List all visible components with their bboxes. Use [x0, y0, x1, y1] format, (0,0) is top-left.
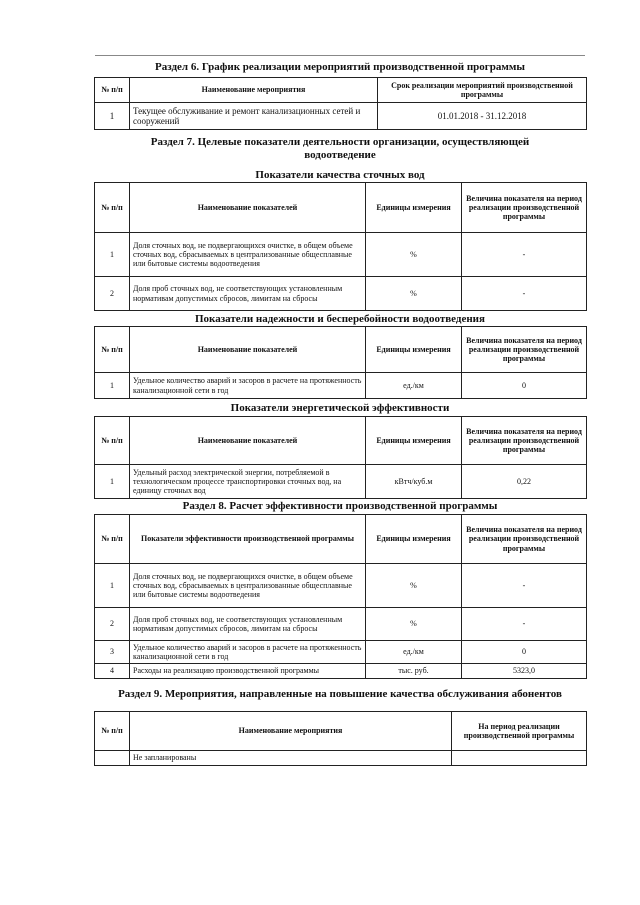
table-header-row: [95, 417, 587, 465]
table-row: [95, 233, 587, 277]
indicator-name: Удельный расход электрической энергии, потребляемой в технологическом процессе транспортировки сточных вод, на единицу сточных вод: [130, 465, 366, 499]
header-cell: Величина показателя на период реализации производственной программы: [462, 417, 587, 465]
schedule-table: [94, 77, 587, 130]
unit: тыс. руб.: [366, 664, 462, 679]
indicator-name: Удельное количество аварий и засоров в расчете на протяженность канализационной сети в год: [130, 373, 366, 399]
unit: ед./км: [366, 641, 462, 664]
row-number: 1: [95, 233, 130, 277]
unit: %: [366, 277, 462, 311]
table-row: [95, 564, 587, 608]
indicator-name: Доля проб сточных вод, не соответствующих установленным нормативам допустимых сбросов, лимитам на сбросы: [130, 608, 366, 641]
period: 01.01.2018 - 31.12.2018: [378, 103, 587, 130]
activity-name: Текущее обслуживание и ремонт канализационных сетей и сооружений: [130, 103, 378, 130]
reliability-indicators-table: [94, 326, 587, 399]
header-cell: Единицы измерения: [366, 515, 462, 564]
table-header-row: [95, 712, 587, 751]
header-cell: № п/п: [95, 417, 130, 465]
efficiency-table: [94, 514, 587, 679]
value: -: [462, 608, 587, 641]
indicator-name: Доля сточных вод, не подвергающихся очистке, в общем объеме сточных вод, сбрасываемых в централизованные общесплавные или бытовые системы водоотведения: [130, 564, 366, 608]
header-cell: Наименование показателей: [130, 327, 366, 373]
row-number: 1: [95, 103, 130, 130]
reliability-title: Показатели надежности и бесперебойности водоотведения: [195, 313, 485, 325]
header-cell: На период реализации производственной программы: [452, 712, 587, 751]
section-9-title: Раздел 9. Мероприятия, направленные на повышение качества обслуживания абонентов: [118, 688, 562, 700]
header-cell: Величина показателя на период реализации производственной программы: [462, 183, 587, 233]
header-cell: Единицы измерения: [366, 417, 462, 465]
header-cell: Величина показателя на период реализации производственной программы: [462, 327, 587, 373]
row-number: 1: [95, 564, 130, 608]
header-cell: Наименование показателей: [130, 417, 366, 465]
table-row: [95, 608, 587, 641]
service-measures-table: [94, 711, 587, 766]
table-row: [95, 641, 587, 664]
header-cell: Наименование мероприятия: [130, 712, 452, 751]
row-number: 1: [95, 373, 130, 399]
unit: кВтч/куб.м: [366, 465, 462, 499]
table-row: [95, 751, 587, 766]
table-row: [95, 373, 587, 399]
section-7-title-line1: Раздел 7. Целевые показатели деятельности организации, осуществляющей: [150, 136, 530, 148]
unit: %: [366, 233, 462, 277]
section-8-title: Раздел 8. Расчет эффективности производственной программы: [182, 500, 498, 512]
value: -: [462, 564, 587, 608]
header-cell: № п/п: [95, 78, 130, 103]
header-cell: № п/п: [95, 515, 130, 564]
table-header-row: [95, 327, 587, 373]
value: 0: [462, 641, 587, 664]
section-6-title: Раздел 6. График реализации мероприятий производственной программы: [155, 61, 525, 73]
section-7-title-line2: водоотведение: [304, 149, 376, 161]
row-number: 2: [95, 277, 130, 311]
indicator-name: Доля проб сточных вод, не соответствующих установленным нормативам допустимых сбросов, лимитам на сбросы: [130, 277, 366, 311]
header-cell: № п/п: [95, 183, 130, 233]
table-row: [95, 664, 587, 679]
header-cell: Срок реализации мероприятий производственной программы: [378, 78, 587, 103]
row-number: [95, 751, 130, 766]
top-rule: [95, 55, 585, 56]
unit: ед./км: [366, 373, 462, 399]
indicator-name: Доля сточных вод, не подвергающихся очистке, в общем объеме сточных вод, сбрасываемых в централизованные общесплавные или бытовые системы водоотведения: [130, 233, 366, 277]
indicator-name: Удельное количество аварий и засоров в расчете на протяженность канализационной сети в год: [130, 641, 366, 664]
header-cell: Единицы измерения: [366, 183, 462, 233]
value: 5323,0: [462, 664, 587, 679]
table-row: [95, 465, 587, 499]
measure-name: Не запланированы: [130, 751, 452, 766]
row-number: 3: [95, 641, 130, 664]
indicator-name: Расходы на реализацию производственной программы: [130, 664, 366, 679]
table-header-row: [95, 78, 587, 103]
header-cell: Наименование мероприятия: [130, 78, 378, 103]
table-header-row: [95, 183, 587, 233]
unit: %: [366, 564, 462, 608]
table-row: [95, 103, 587, 130]
header-cell: Единицы измерения: [366, 327, 462, 373]
value: -: [462, 277, 587, 311]
quality-indicators-table: [94, 182, 587, 311]
row-number: 1: [95, 465, 130, 499]
section-7-title: [95, 136, 585, 162]
row-number: 2: [95, 608, 130, 641]
header-cell: Показатели эффективности производственной программы: [130, 515, 366, 564]
unit: %: [366, 608, 462, 641]
header-cell: Величина показателя на период реализации производственной программы: [462, 515, 587, 564]
table-header-row: [95, 515, 587, 564]
value: -: [462, 233, 587, 277]
table-row: [95, 277, 587, 311]
header-cell: Наименование показателей: [130, 183, 366, 233]
header-cell: № п/п: [95, 712, 130, 751]
value: 0: [462, 373, 587, 399]
energy-indicators-table: [94, 416, 587, 499]
row-number: 4: [95, 664, 130, 679]
value: 0,22: [462, 465, 587, 499]
energy-title: Показатели энергетической эффективности: [230, 402, 450, 414]
period-value: [452, 751, 587, 766]
quality-title: Показатели качества сточных вод: [255, 169, 425, 181]
header-cell: № п/п: [95, 327, 130, 373]
